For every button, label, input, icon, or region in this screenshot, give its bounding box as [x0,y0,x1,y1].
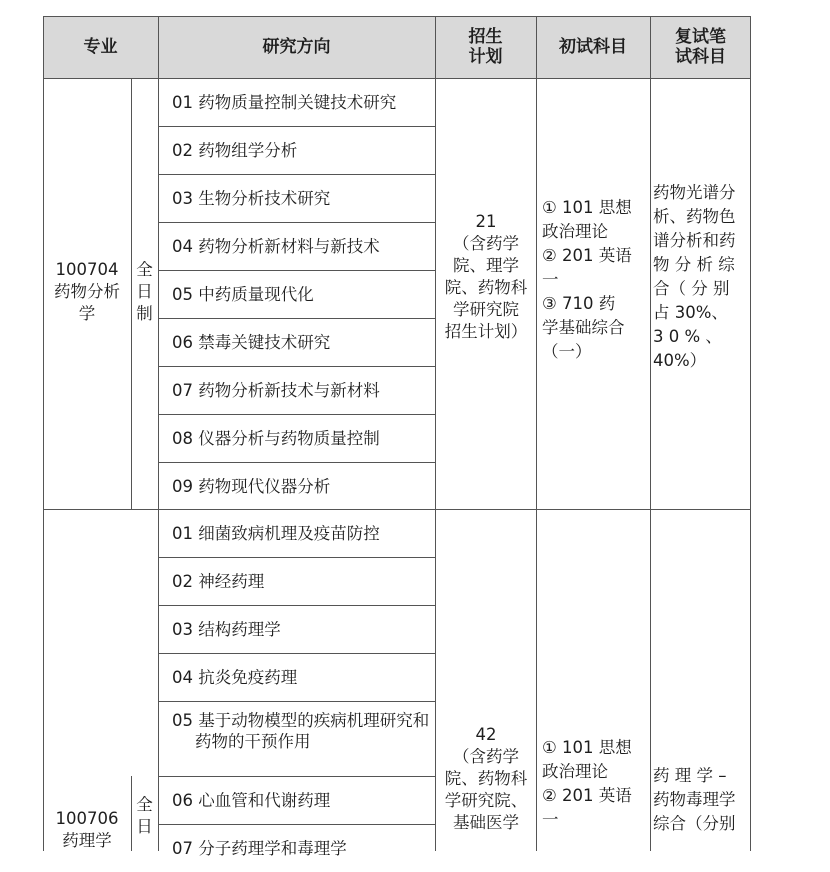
col-divider-exam [650,16,651,851]
initial-exam-cell: ① 101 思想 政治理论 ② 201 英语 一 [542,738,632,829]
direction-row: 04 抗炎免疫药理 [172,668,298,687]
study-mode-cell: 全 日 制 [136,260,153,323]
header-direction: 研究方向 [262,37,331,57]
border-right [750,16,751,851]
direction-row: 05 中药质量现代化 [172,285,314,304]
direction-row: 08 仪器分析与药物质量控制 [172,429,380,448]
table-header [43,16,751,78]
header-retest: 复试笔 试科目 [675,27,726,67]
direction-row: 03 生物分析技术研究 [172,189,331,208]
study-mode-cell: 全 日 [136,795,153,836]
quota-cell: 42 （含药学 院、药物科 学研究院、 基础医学 [444,725,528,832]
initial-exam-cell: ① 101 思想 政治理论 ② 201 英语 一 ③ 710 药 学基础综合 （一） [542,198,632,361]
direction-row: 02 神经药理 [172,572,265,591]
retest-exam-cell: 药物光谱分 析、药物色 谱分析和药 物 分 析 综 合（ 分 别 占 30%、 3 0 % 、 40%） [653,183,736,370]
col-divider-major [158,16,159,851]
direction-row: 09 药物现代仪器分析 [172,476,331,496]
direction-row: 02 药物组学分析 [172,141,298,160]
direction-row: 07 分子药理学和毒理学 [172,839,347,858]
retest-exam-cell: 药 理 学 – 药物毒理学 综合（分别 [653,766,736,833]
direction-row: 07 药物分析新技术与新材料 [172,381,380,400]
quota-cell: 21 （含药学 院、理学 院、药物科 学研究院 招生计划） [444,212,528,341]
header-initial-exam: 初试科目 [559,37,627,57]
border-left [43,16,44,851]
direction-row: 01 药物质量控制关键技术研究 [172,93,397,112]
direction-row: 01 细菌致病机理及疫苗防控 [172,524,380,543]
major-cell: 100704 药物分析 学 [54,260,120,323]
direction-row: 04 药物分析新材料与新技术 [172,237,380,256]
direction-row: 03 结构药理学 [172,620,281,639]
header-quota: 招生 计划 [468,27,503,67]
direction-row: 06 禁毒关键技术研究 [172,333,331,352]
col-divider-quota [536,16,537,851]
header-major: 专业 [83,37,118,57]
direction-row: 06 心血管和代谢药理 [172,791,331,810]
major-cell: 100706 药理学 [55,809,119,850]
border-top [43,16,751,17]
direction-row: 05 基于动物模型的疾病机理研究和药物的干预作用 [172,711,430,751]
